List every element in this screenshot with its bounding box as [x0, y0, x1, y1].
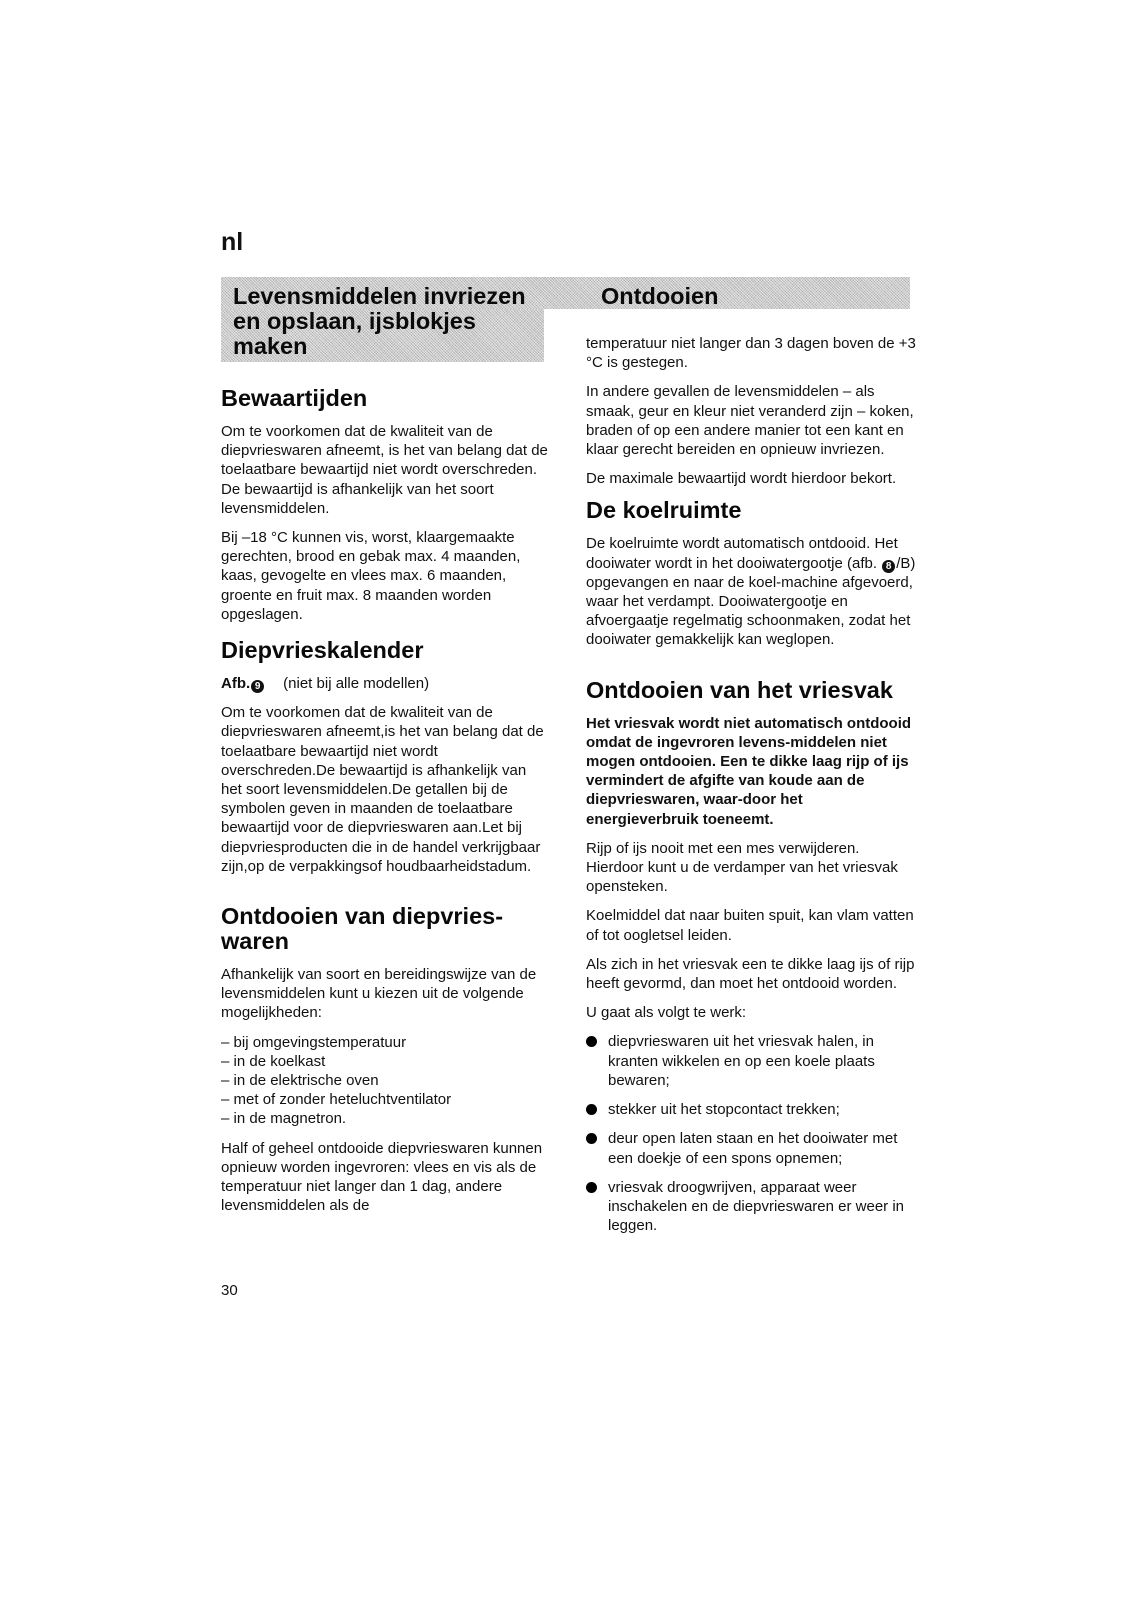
paragraph: temperatuur niet langer dan 3 dagen boven de +3 °C is gestegen. — [586, 335, 916, 372]
defrost-steps-list — [586, 1032, 916, 1235]
heading-ontdooien-diepvrieswaren — [221, 904, 551, 954]
figure-number-circle-icon: 8 — [882, 560, 895, 573]
list-item-text: vriesvak droogwrijven, apparaat weer inschakelen en de diepvrieswaren er weer in leggen. — [608, 1178, 905, 1235]
section-diepvrieskalender — [221, 638, 551, 876]
list-item: – in de magnetron. — [221, 1109, 551, 1128]
list-item — [586, 1129, 916, 1167]
bullet-icon — [586, 1133, 597, 1144]
language-code: nl — [221, 228, 244, 256]
list-item: – in de elektrische oven — [221, 1071, 551, 1090]
list-item — [586, 1178, 916, 1236]
paragraph: Als zich in het vriesvak een te dikke laag ijs of rijp heeft gevormd, dan moet het ontdooid worden. — [586, 955, 915, 993]
paragraph: De maximale bewaartijd wordt hierdoor bekort. — [586, 470, 897, 488]
paragraph: Half of geheel ontdooide diepvrieswaren kunnen opnieuw worden ingevroren: vlees en vis als de temperatuur niet langer dan 1 dag, andere levensmiddelen als de — [221, 1139, 543, 1215]
banner-title-left — [233, 284, 553, 359]
heading-vriesvak: Ontdooien van het vriesvak — [586, 676, 893, 703]
bullet-icon — [586, 1182, 597, 1193]
list-item-text: deur open laten staan en het dooiwater met een doekje of een spons opnemen; — [608, 1130, 898, 1167]
paragraph: Om te voorkomen dat de kwaliteit van de diepvrieswaren afneemt,is het van belang dat de toelaatbare bewaartijd niet wordt overschreden.De bewaartijd is afhankelijk van het soort levensmiddelen.De getallen bij de symbolen geven in maanden de toelaatbare bewaartijd voor de diepvrieswaren aan.Let bij diepvriesproducten die in de handel verkrijgbaar zijn,op de verpakkingsof houdbaarheidstadum. — [221, 704, 544, 875]
list-item: – in de koelkast — [221, 1052, 551, 1071]
section-bewaartijden — [221, 386, 551, 624]
figure-number-circle-icon: 9 — [251, 680, 264, 693]
banner-title-line: Levensmiddelen invriezen — [233, 283, 526, 309]
paragraph: Koelmiddel dat naar buiten spuit, kan vlam vatten of tot oogletsel leiden. — [586, 907, 914, 944]
heading-line: Ontdooien van diepvries- — [221, 903, 504, 930]
left-column — [221, 386, 551, 1216]
right-column — [586, 334, 916, 1245]
banner-title-line: en opslaan, ijsblokjes — [233, 308, 476, 334]
paragraph: Om te voorkomen dat de kwaliteit van de diepvrieswaren afneemt, is het van belang dat de toelaatbare bewaartijd niet wordt overschreden. — [221, 423, 548, 479]
paragraph: De bewaartijd is afhankelijk van het soort levensmiddelen. — [221, 480, 494, 517]
heading-diepvrieskalender: Diepvrieskalender — [221, 637, 424, 664]
bullet-icon — [586, 1104, 597, 1115]
heading-line: waren — [221, 928, 289, 955]
section-koelruimte — [586, 498, 916, 649]
figure-label: Afb. — [221, 675, 251, 693]
banner-title-right: Ontdooien — [601, 283, 719, 309]
heading-bewaartijden: Bewaartijden — [221, 385, 368, 411]
text: De koelruimte wordt automatisch ontdooid. Het dooiwater wordt in het dooiwatergootje (afb. — [586, 535, 898, 572]
paragraph — [586, 534, 916, 649]
paragraph: In andere gevallen de levensmiddelen – als smaak, geur en kleur niet veranderd zijn – koken, braden of op een andere manier tot een kant en klaar gerecht bereiden en opnieuw invriezen. — [586, 383, 914, 459]
list-item-text: stekker uit het stopcontact trekken; — [608, 1101, 840, 1119]
figure-note: (niet bij alle modellen) — [283, 675, 430, 693]
paragraph: U gaat als volgt te werk: — [586, 1004, 747, 1022]
paragraph: Afhankelijk van soort en bereidingswijze van de levensmiddelen kunt u kiezen uit de volgende mogelijkheden: — [221, 966, 537, 1022]
list-item-text: diepvrieswaren uit het vriesvak halen, in kranten wikkelen en op een koele plaats bewaren; — [608, 1033, 875, 1089]
list-item: – bij omgevingstemperatuur — [221, 1033, 551, 1052]
warning-paragraph: Het vriesvak wordt niet automatisch ontdooid omdat de ingevroren levens-middelen niet mogen ontdooien. Een te dikke laag rijp of ijs vermindert de afgifte van koude aan de diepvrieswaren, waar-door het energieverbruik toeneemt. — [586, 714, 912, 828]
figure-reference — [221, 674, 551, 693]
paragraph: Rijp of ijs nooit met een mes verwijderen. Hierdoor kunt u de verdamper van het vriesvak opensteken. — [586, 839, 898, 896]
text: /B) opgevangen en naar de koel-machine afgevoerd, waar het verdampt. Dooiwatergootje en afvoergaatje regelmatig schoonmaken, zodat het dooiwater gemakkelijk kan weglopen. — [586, 554, 916, 649]
page-number: 30 — [221, 1282, 238, 1299]
thaw-options-list — [221, 1033, 551, 1129]
paragraph: Bij –18 °C kunnen vis, worst, klaargemaakte gerechten, brood en gebak max. 4 maanden, kaas, gevogelte en vlees max. 6 maanden, groente en fruit max. 8 maanden worden opgeslagen. — [221, 529, 521, 623]
banner-title-line: maken — [233, 333, 308, 359]
heading-koelruimte: De koelruimte — [586, 497, 742, 524]
list-item — [586, 1032, 916, 1090]
section-vriesvak — [586, 678, 916, 1236]
list-item: – met of zonder heteluchtventilator — [221, 1090, 551, 1109]
list-item — [586, 1100, 916, 1119]
bullet-icon — [586, 1036, 597, 1047]
section-ontdooien-diepvrieswaren — [221, 904, 551, 1215]
